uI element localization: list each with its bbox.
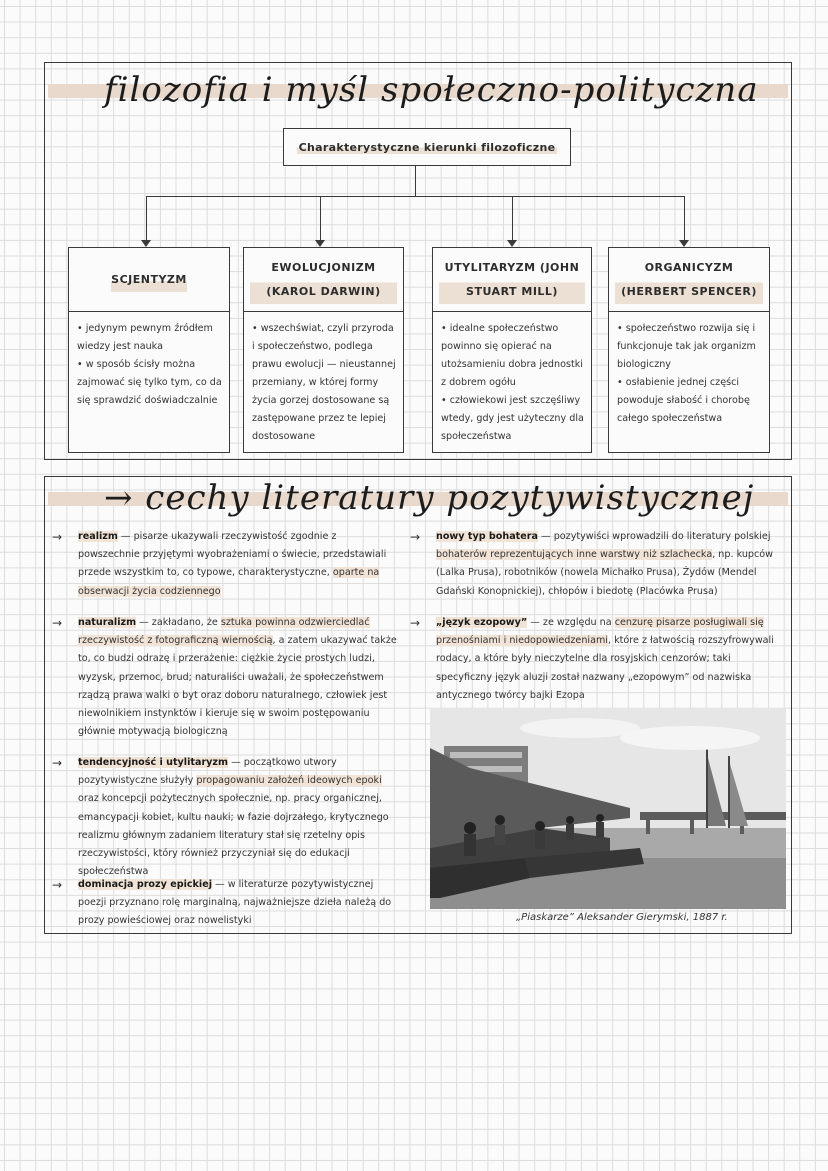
bullet: • w sposób ścisły można zajmować się tylko tym, co da się sprawdzić doświadczalnie (77, 359, 222, 406)
painting-illustration (430, 708, 786, 909)
arrow-icon: → (52, 530, 63, 544)
arrowhead-3 (507, 240, 517, 247)
feature-term: dominacja prozy epickiej (78, 879, 213, 890)
feature-dominacja (52, 876, 400, 931)
feature-highlight: cenzurę pisarze posługiwali się przenośniami i niedopowiedzeniami (436, 617, 764, 647)
connector-drop-3 (512, 196, 513, 240)
box-body (617, 320, 763, 428)
box-scjentyzm (68, 247, 230, 453)
box-heading (433, 248, 591, 312)
arrow-icon: → (52, 756, 63, 770)
feature-highlight: propagowaniu założeń ideowych epoki (196, 775, 382, 787)
feature-naturalizm (52, 614, 400, 741)
connector-horizontal (146, 196, 684, 197)
feature-tendencyjnosc (52, 754, 400, 881)
feature-term: nowy typ bohatera (436, 531, 538, 542)
box-body (77, 320, 223, 410)
feature-highlight: bohaterów reprezentujących inne warstwy niż szlachecka (436, 549, 713, 561)
feature-term: tendencyjność i utylitaryzm (78, 757, 229, 768)
feature-text: , które z łatwością rozszyfrowywali rodacy, a które były nieczytelne dla rosyjskich cenzorów; taki specyficzny język aluzji został nazwany „ezopowym” od nazwiska antycznego twórcy bajki Ezopa (436, 635, 774, 701)
feature-jezyk-ezopowy (410, 614, 782, 705)
feature-text: oraz koncepcji pożytecznych społecznie, np. pracy organicznej, emancypacji kobiet, kultu nauki; w fazie dojrzałego, krytycznego realizmu głównym zadaniem literatury stał się rzetelny opis rzeczywistości, który również przyczyniał się do edukacji społeczeństwa (78, 793, 389, 878)
painting-caption: „Piaskarze” Aleksander Gierymski, 1887 r. (516, 912, 728, 923)
box-heading (609, 248, 769, 312)
connector-drop-1 (146, 196, 147, 240)
box-utylitaryzm (432, 247, 592, 453)
arrowhead-2 (315, 240, 325, 247)
bullet: • jedynym pewnym źródłem wiedzy jest nauka (77, 323, 213, 352)
box-heading-text: SCJENTYZM (111, 268, 187, 292)
arrowhead-4 (679, 240, 689, 247)
feature-text: — pozytywiści wprowadzili do literatury polskiej (538, 531, 771, 542)
box-heading-text: ORGANICYZM (HERBERT SPENCER) (615, 256, 763, 304)
bullet: • człowiekowi jest szczęśliwy wtedy, gdy jest użyteczny dla społeczeństwa (441, 395, 584, 442)
box-ewolucjonizm (243, 247, 404, 453)
arrow-icon: → (52, 878, 63, 892)
box-organicyzm (608, 247, 770, 453)
box-body (252, 320, 397, 446)
feature-highlight: oparte na obserwacji życia codziennego (78, 567, 380, 597)
arrowhead-1 (141, 240, 151, 247)
central-box (283, 128, 571, 166)
bullet: • idealne społeczeństwo powinno się opierać na utożsamieniu dobra jednostki z dobrem ogółu (441, 323, 583, 388)
feature-text: — w literaturze pozytywistycznej poezji przyznano rolę marginalną, najważniejsze dzieła należą do prozy powieściowej oraz nowelistyki (78, 879, 392, 927)
feature-realizm (52, 528, 400, 601)
feature-nowy-typ-bohatera (410, 528, 782, 601)
box-heading-text: EWOLUCJONIZM (KAROL DARWIN) (250, 256, 397, 304)
bullet: • społeczeństwo rozwija się i funkcjonuje tak jak organizm biologiczny (617, 323, 756, 370)
feature-text: — ze względu na (527, 617, 615, 628)
feature-text: , a zatem ukazywać także to, co budzi odrazę i przerażenie: ciężkie życie prostych ludzi, wyzysk, przemoc, brud; naturaliści uważali, że społeczeństwem rządzą prawa walki o byt oraz doboru naturalnego, człowiek jest niewolnikiem instynktów i kieruje się w swoim postępowaniu głównie motywacją biologiczną (78, 635, 397, 738)
feature-text: — początkowo utwory pozytywistyczne służyły (78, 757, 337, 787)
connector-vertical (415, 166, 416, 196)
box-heading-text: UTYLITARYZM (JOHN STUART MILL) (439, 256, 585, 304)
bullet: • wszechświat, czyli przyroda i społeczeństwo, podlega prawu ewolucji — nieustannej przemiany, w której formy życia gorzej dostosowane są zastępowane przez te lepiej dostosowane (252, 323, 396, 442)
central-box-label: Charakterystyczne kierunki filozoficzne (298, 140, 556, 154)
connector-drop-2 (320, 196, 321, 240)
feature-term: naturalizm (78, 617, 137, 628)
section-literature-title: → cechy literatury pozytywistycznej (104, 478, 755, 518)
feature-term: realizm (78, 531, 118, 542)
box-heading (69, 248, 229, 312)
arrow-icon: → (52, 616, 63, 630)
bullet: • osłabienie jednej części powoduje słabość i chorobę całego społeczeństwa (617, 377, 750, 424)
feature-text: , np. kupców (Lalka Prusa), robotników (nowela Michałko Prusa), Żydów (Mendel Gdański Konopnickiej), chłopów i biedotę (Placówka Prusa) (436, 549, 773, 597)
feature-highlight: sztuka powinna odzwierciedlać rzeczywistość z fotograficzną wiernością (78, 617, 370, 647)
arrow-icon: → (410, 530, 421, 544)
feature-term: „język ezopowy” (436, 617, 528, 628)
feature-text: — zakładano, że (136, 617, 221, 628)
arrow-icon: → (410, 616, 421, 630)
box-heading (244, 248, 403, 312)
connector-drop-4 (684, 196, 685, 240)
feature-text: — pisarze ukazywali rzeczywistość zgodnie z powszechnie przyjętymi wyobrażeniami o świecie, przedstawiali przede wszystkim to, co typowe, charakterystyczne, (78, 531, 387, 579)
section-philosophy-title: filozofia i myśl społeczno-polityczna (104, 70, 759, 110)
painting-image (430, 708, 786, 909)
box-body (441, 320, 585, 446)
